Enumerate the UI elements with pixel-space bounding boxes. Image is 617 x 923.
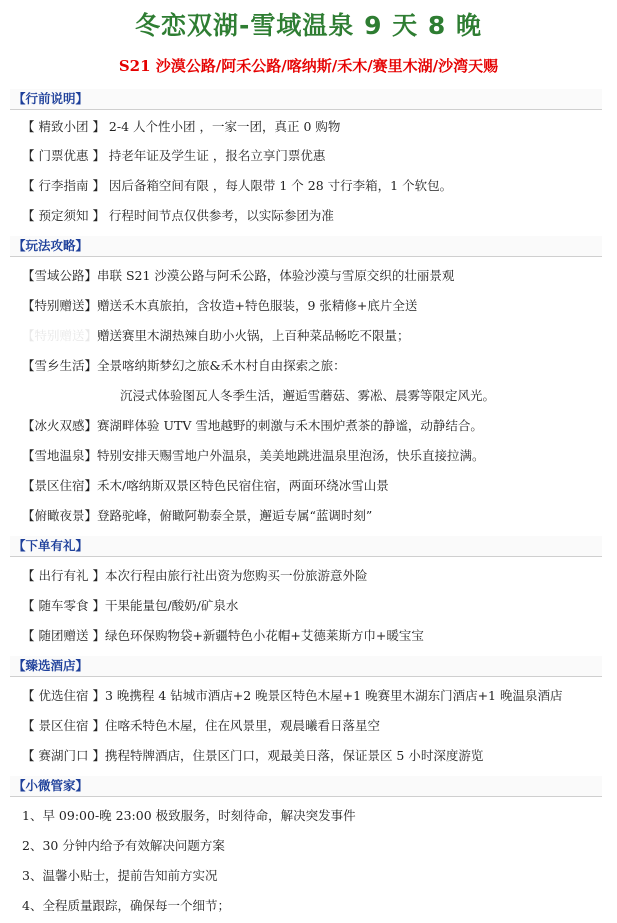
route-subtitle: S21 沙漠公路/阿禾公路/喀纳斯/禾木/赛里木湖/沙湾天赐 <box>118 57 499 75</box>
list-item: 【冰火双感】赛湖畔体验 UTV 雪地越野的刺激与禾木围炉煮茶的静谧，动静结合。 <box>22 418 483 433</box>
list-item: 【 随车零食 】干果能量包/酸奶/矿泉水 <box>22 598 239 613</box>
list-item: 【 行李指南 】 因后备箱空间有限 ，每人限带 1 个 28 寸行李箱，1 个软包。 <box>22 178 453 193</box>
section-heading-highlights: 【玩法攻略】 <box>10 236 602 257</box>
list-item: 【 门票优惠 】 持老年证及学生证 ，报名立享门票优惠 <box>22 148 326 163</box>
section-heading-prep: 【行前说明】 <box>10 89 602 110</box>
list-item: 【雪地温泉】特别安排天赐雪地户外温泉，美美地跳进温泉里泡汤，快乐直接拉满。 <box>22 448 485 463</box>
list-item: 【 精致小团 】 2-4 人个性小团 ，一家一团，真正 0 购物 <box>22 119 341 134</box>
section-heading-gifts: 【下单有礼】 <box>10 536 602 557</box>
list-item: 【 随团赠送 】绿色环保购物袋+新疆特色小花帽+艾德莱斯方巾+暖宝宝 <box>22 628 424 643</box>
list-item: 【 赛湖门口 】携程特牌酒店，住景区门口，观最美日落，保证景区 5 小时深度游览 <box>22 748 484 763</box>
list-item: 【特别赠送】赠送赛里木湖热辣自助小火锅，上百种菜品畅吃不限量； <box>22 328 410 343</box>
list-item: 【 预定须知 】 行程时间节点仅供参考，以实际参团为准 <box>22 208 334 223</box>
list-item: 【俯瞰夜景】登路驼峰，俯瞰阿勒泰全景，邂逅专属“蓝调时刻” <box>22 508 373 523</box>
list-item: 沉浸式体验图瓦人冬季生活，邂逅雪蘑菇、雾凇、晨雾等限定风光。 <box>120 388 496 403</box>
list-item: 3、温馨小贴士，提前告知前方实况 <box>22 868 218 883</box>
section-heading-hotels: 【臻选酒店】 <box>10 656 602 677</box>
list-item: 【 出行有礼 】本次行程由旅行社出资为您购买一份旅游意外险 <box>22 568 368 583</box>
list-item: 4、全程质量跟踪，确保每一个细节； <box>22 898 230 913</box>
list-item: 【 景区住宿 】住喀禾特色木屋，住在风景里，观晨曦看日落星空 <box>22 718 380 733</box>
list-item: 【雪域公路】串联 S21 沙漠公路与阿禾公路，体验沙漠与雪原交织的壮丽景观 <box>22 268 455 283</box>
page-title: 冬恋双湖-雪域温泉 9 天 8 晚 <box>135 11 482 40</box>
list-item: 【雪乡生活】全景喀纳斯梦幻之旅&禾木村自由探索之旅： <box>22 358 346 373</box>
list-item: 【景区住宿】禾木/喀纳斯双景区特色民宿住宿，两面环绕冰雪山景 <box>22 478 389 493</box>
list-item: 【特别赠送】赠送禾木真旅拍，含妆造+特色服装，9 张精修+底片全送 <box>22 298 418 313</box>
section-heading-butler: 【小微管家】 <box>10 776 602 797</box>
list-item: 【 优选住宿 】3 晚携程 4 钻城市酒店+2 晚景区特色木屋+1 晚赛里木湖东门酒店+1 晚温泉酒店 <box>22 688 563 703</box>
list-item: 1、早 09:00-晚 23:00 极致服务，时刻待命，解决突发事件 <box>22 808 356 823</box>
list-item: 2、30 分钟内给予有效解决问题方案 <box>22 838 225 853</box>
